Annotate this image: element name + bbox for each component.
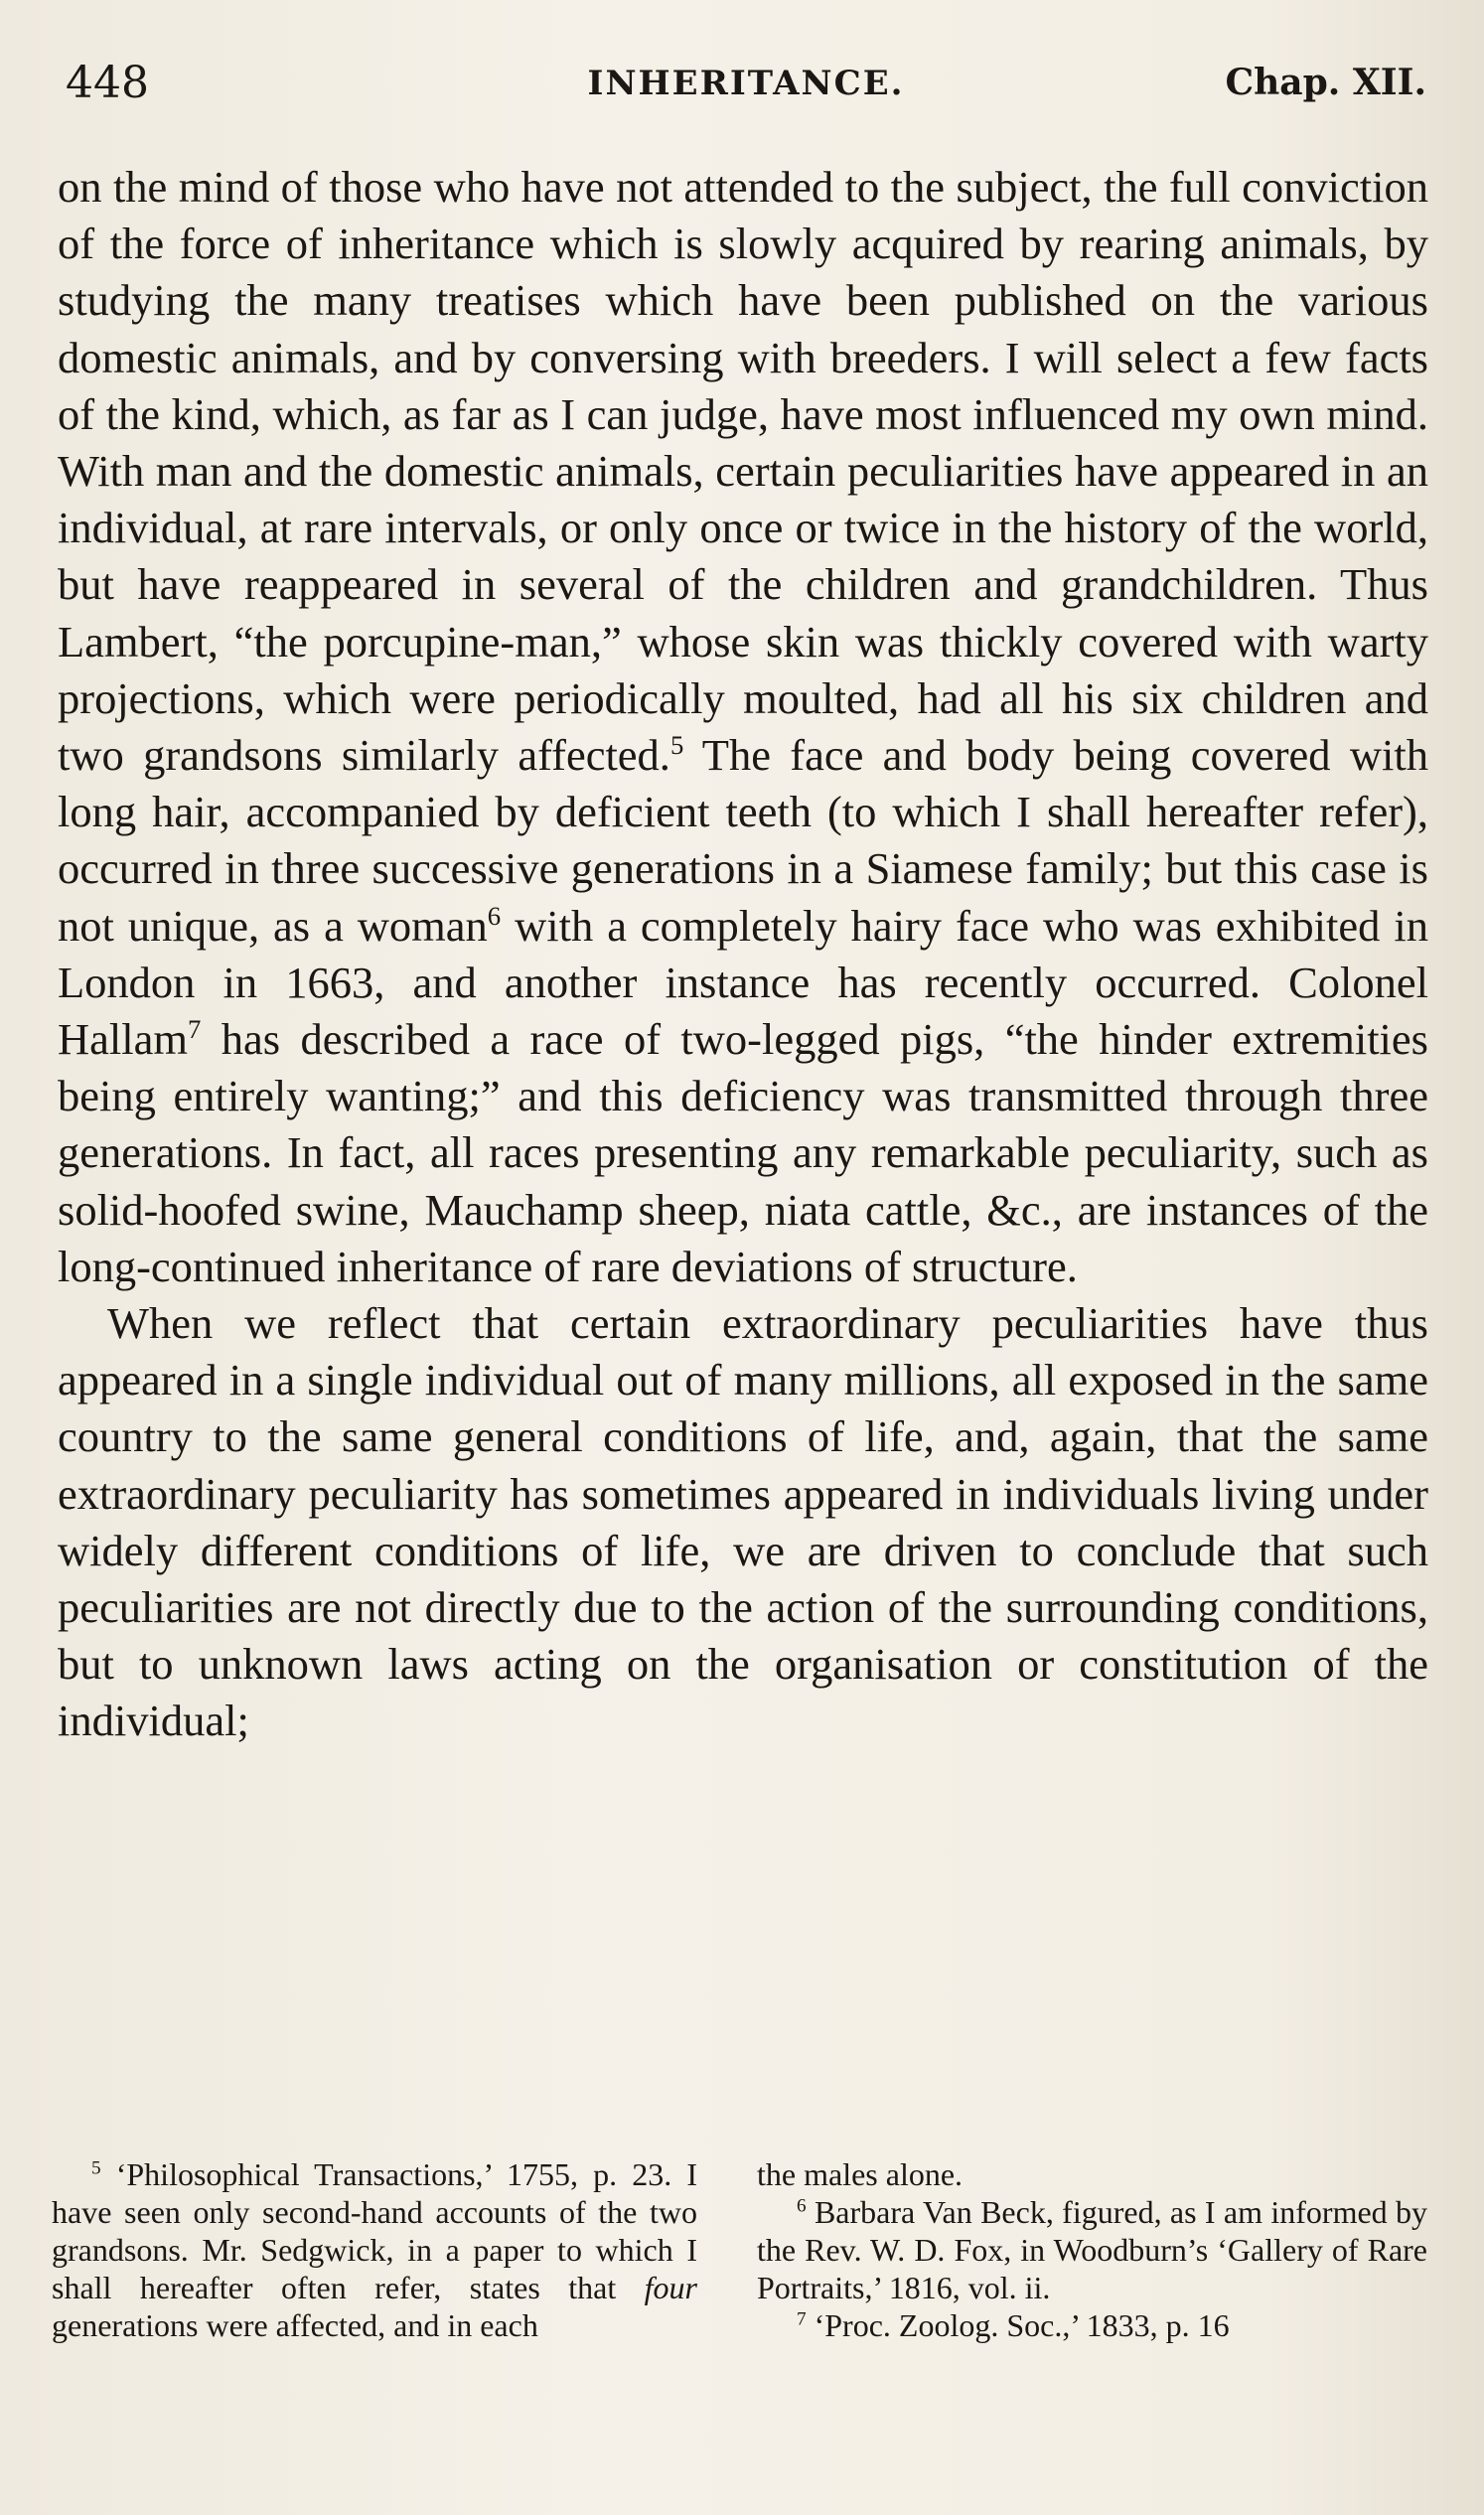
footnote-6 bbox=[757, 2193, 1427, 2306]
paragraph-1-text-3: with a completely hairy face who was exhibited in London in 1663, and another instance has recently occurred. Colonel Hallam bbox=[58, 900, 1428, 1065]
footnote-5-mark: 5 bbox=[91, 2157, 101, 2179]
paragraph-1-text-4: has described a race of two-legged pigs, “the hinder extremities being entirely wanting;” and this deficiency was transmitted through three generations. In fact, all races presenting any remarkable peculiarity, such as solid-hoofed swine, Mauchamp sheep, niata cattle, &c., are instances of the long-continued inheritance of rare deviations of structure. bbox=[58, 1014, 1428, 1291]
page-number: 448 bbox=[66, 58, 149, 108]
footnote-7-text: ‘Proc. Zoolog. Soc.,’ 1833, p. 16 bbox=[806, 2307, 1230, 2343]
paragraph-1-text-1: on the mind of those who have not attended to the subject, the full conviction of the force of inheritance which is slowly acquired by rearing animals, by studying the many treatises which have been published on the various domestic animals, and by conversing with breeders. I will select a few facts of the kind, which, as far as I can judge, have most influenced my own mind. With man and the domestic animals, certain peculiarities have appeared in an individual, at rare intervals, or only once or twice in the history of the world, but have reappeared in several of the children and grandchildren. Thus Lambert, “the porcupine-man,” whose skin was thickly covered with warty projections, which were periodically moulted, had all his six children and two grandsons similarly affected. bbox=[58, 162, 1428, 781]
paragraph-1-text-2: The face and body being covered with long hair, accompanied by deficient teeth (to which I shall hereafter refer), occurred in three successive generations in a Siamese family; but this case is not unique, as a woman bbox=[58, 730, 1428, 951]
footnote-5 bbox=[52, 2155, 697, 2344]
footnote-7 bbox=[757, 2306, 1427, 2344]
footnote-5-text-1: ‘Philosophical Transactions,’ 1755, p. 23. I have seen only second-hand accounts of the two grandsons. Mr. Sedgwick, in a paper to which I shall hereafter often refer, states that bbox=[52, 2156, 697, 2305]
footnote-column-left bbox=[52, 2155, 697, 2344]
footnote-ref-6: 6 bbox=[487, 900, 502, 931]
paragraph-2: When we reflect that certain extraordinary peculiarities have thus appeared in a single individual out of many millions, all exposed in the same country to the same general conditions of life, and, again, that the same extraordinary peculiarity has sometimes appeared in individuals living under widely different conditions of life, we are driven to conclude that such peculiarities are not directly due to the action of the surrounding conditions, but to unknown laws acting on the organisation or constitution of the individual; bbox=[58, 1298, 1428, 1746]
running-header bbox=[66, 58, 1426, 117]
footnote-5-italic: four bbox=[644, 2270, 697, 2305]
footnotes bbox=[52, 2155, 1427, 2443]
footnote-5-continued: the males alone. bbox=[757, 2156, 964, 2192]
chapter-label: Chap. XII. bbox=[1225, 62, 1426, 103]
paragraph-1 bbox=[58, 159, 1428, 1295]
footnote-5-text-2: generations were affected, and in each bbox=[52, 2307, 538, 2343]
footnote-ref-7: 7 bbox=[187, 1014, 202, 1045]
main-text bbox=[58, 159, 1428, 1750]
footnote-ref-5: 5 bbox=[669, 730, 684, 761]
footnote-column-right bbox=[757, 2155, 1427, 2344]
running-title: INHERITANCE. bbox=[587, 64, 905, 103]
footnote-6-mark: 6 bbox=[797, 2195, 807, 2217]
footnote-7-mark: 7 bbox=[797, 2308, 807, 2330]
footnote-6-text: Barbara Van Beck, figured, as I am informed by the Rev. W. D. Fox, in Woodburn’s ‘Gallery of Rare Portraits,’ 1816, vol. ii. bbox=[757, 2194, 1427, 2305]
